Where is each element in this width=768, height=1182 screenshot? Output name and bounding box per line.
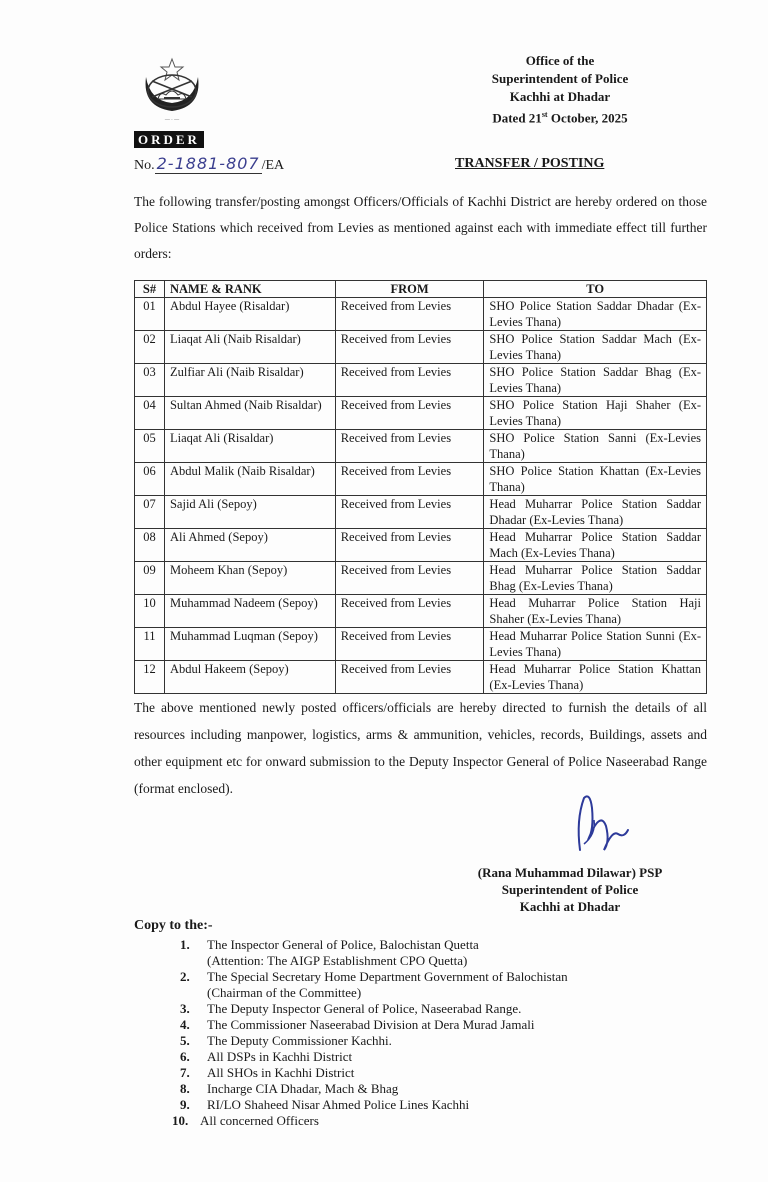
table-row: 03 Zulfiar Ali (Naib Risaldar) Received from Levies SHO Police Station Saddar Bhag (Ex-Levies Thana) [135, 364, 707, 397]
table-row: 06 Abdul Malik (Naib Risaldar) Received from Levies SHO Police Station Khattan (Ex-Levies Thana) [135, 463, 707, 496]
list-item: 6. All DSPs in Kachhi District [180, 1049, 353, 1064]
svg-text:— · —: — · — [164, 118, 180, 123]
table-row: 04 Sultan Ahmed (Naib Risaldar) Received from Levies SHO Police Station Haji Shaher (Ex-Levies Thana) [135, 397, 707, 430]
table-row: 07 Sajid Ali (Sepoy) Received from Levies Head Muharrar Police Station Saddar Dhadar (Ex-Levies Thana) [135, 496, 707, 529]
handwritten-signature-icon [566, 790, 636, 860]
header-to: TO [484, 281, 707, 298]
copy-to-heading: Copy to the:- [134, 918, 213, 933]
office-line: Kachhi at Dhadar [509, 89, 611, 104]
list-item: 2. The Special Secretary Home Department Government of Balochistan (Chairman of the Committee) [180, 969, 568, 1000]
order-subject: TRANSFER / POSTING [455, 156, 605, 171]
table-row: 02 Liaqat Ali (Naib Risaldar) Received from Levies SHO Police Station Saddar Mach (Ex-Levies Thana) [135, 331, 707, 364]
header-sn: S# [135, 281, 165, 298]
signatory-title: Superintendent of Police [501, 882, 639, 897]
signatory-name: (Rana Muhammad Dilawar) PSP [477, 865, 663, 880]
office-line: Office of the [525, 53, 595, 68]
table-row: 01 Abdul Hayee (Risaldar) Received from Levies SHO Police Station Saddar Dhadar (Ex-Levies Thana) [135, 298, 707, 331]
table-header-row [135, 281, 707, 298]
list-item: 4. The Commissioner Naseerabad Division at Dera Murad Jamali [180, 1017, 535, 1032]
table-row: 11 Muhammad Luqman (Sepoy) Received from Levies Head Muharrar Police Station Sunni (Ex-Levies Thana) [135, 628, 707, 661]
order-date: Dated 21st October, 2025 [492, 110, 628, 126]
list-item: 9. RI/LO Shaheed Nisar Ahmed Police Lines Kachhi [180, 1097, 470, 1112]
list-item: 10. All concerned Officers [172, 1113, 319, 1128]
order-number: No. 2-1881-807 /EA [134, 154, 285, 173]
list-item: 3. The Deputy Inspector General of Police, Naseerabad Range. [180, 1001, 522, 1016]
list-item: 8. Incharge CIA Dhadar, Mach & Bhag [180, 1081, 399, 1096]
list-item: 7. All SHOs in Kachhi District [180, 1065, 355, 1080]
intro-paragraph: The following transfer/posting amongst Officers/Officials of Kachhi District are hereby ordered on those Police Stations which received from Levies as mentioned against each with immediate effect till further orders: [134, 194, 707, 261]
signatory-location: Kachhi at Dhadar [519, 899, 621, 914]
order-badge: ORDER [134, 131, 204, 148]
handwritten-order-number: 2-1881-807 [156, 154, 260, 173]
header-name-rank: NAME & RANK [164, 281, 335, 298]
transfer-table [134, 280, 707, 694]
office-line: Superintendent of Police [491, 71, 629, 86]
header-from: FROM [335, 281, 484, 298]
table-row: 05 Liaqat Ali (Risaldar) Received from Levies SHO Police Station Sanni (Ex-Levies Thana) [135, 430, 707, 463]
copy-to-list [172, 937, 568, 1129]
table-row: 12 Abdul Hakeem (Sepoy) Received from Levies Head Muharrar Police Station Khattan (Ex-Levies Thana) [135, 661, 707, 694]
table-row: 09 Moheem Khan (Sepoy) Received from Levies Head Muharrar Police Station Saddar Bhag (Ex-Levies Thana) [135, 562, 707, 595]
signoff-block [470, 864, 670, 915]
office-header [460, 52, 660, 127]
table-row: 08 Ali Ahmed (Sepoy) Received from Levies Head Muharrar Police Station Saddar Mach (Ex-Levies Thana) [135, 529, 707, 562]
table-row: 10 Muhammad Nadeem (Sepoy) Received from Levies Head Muharrar Police Station Haji Shaher (Ex-Levies Thana) [135, 595, 707, 628]
closing-paragraph: The above mentioned newly posted officers/officials are hereby directed to furnish the details of all resources including manpower, logistics, arms & ammunition, vehicles, records, Buildings, assets and other equipment etc for onward submission to the Deputy Inspector General of Police Naseerabad Range (format enclosed). [134, 700, 707, 796]
list-item: 1. The Inspector General of Police, Balochistan Quetta (Attention: The AIGP Establishment CPO Quetta) [180, 937, 479, 968]
list-item: 5. The Deputy Commissioner Kachhi. [180, 1033, 392, 1048]
police-emblem-icon [138, 55, 206, 125]
